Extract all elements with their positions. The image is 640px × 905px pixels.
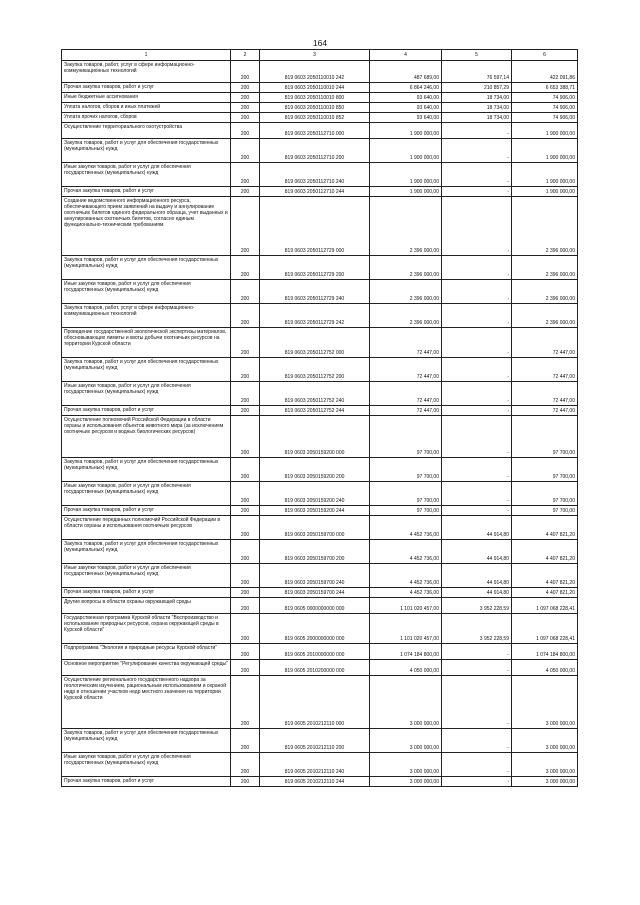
row-classification-code: 819 0603 2050112710 200 xyxy=(260,139,370,163)
row-name: Иные закупки товаров, работ и услуг для обеспечения государственных (муниципальных) нужд xyxy=(62,482,231,506)
row-name: Осуществление регионального государственного надзора за геологическим изучением, рациональным использованием и охраной недр в отношении участков недр местного значения на территории Курской области xyxy=(62,676,231,729)
table-row xyxy=(62,358,578,382)
row-executed-amount: - xyxy=(442,482,512,506)
row-code: 200 xyxy=(231,83,260,93)
row-executed-amount: 44 914,80 xyxy=(442,516,512,540)
row-remaining-amount: 4 407 821,20 xyxy=(512,564,578,588)
row-code: 200 xyxy=(231,516,260,540)
row-classification-code: 819 0603 2050110010 850 xyxy=(260,103,370,113)
row-executed-amount: - xyxy=(442,644,512,660)
row-executed-amount: 210 857,29 xyxy=(442,83,512,93)
row-executed-amount: - xyxy=(442,458,512,482)
row-code: 200 xyxy=(231,113,260,123)
row-name: Закупка товаров, работ и услуг для обеспечения государственных (муниципальных) нужд xyxy=(62,540,231,564)
table-row xyxy=(62,506,578,516)
row-approved-amount: 4 452 736,00 xyxy=(370,588,442,598)
row-code: 200 xyxy=(231,598,260,614)
row-executed-amount: - xyxy=(442,304,512,328)
row-executed-amount: - xyxy=(442,123,512,139)
row-classification-code: 819 0603 2050110010 800 xyxy=(260,93,370,103)
row-code: 200 xyxy=(231,729,260,753)
row-approved-amount: 1 900 000,00 xyxy=(370,139,442,163)
row-classification-code: 819 0603 2050112710 244 xyxy=(260,187,370,197)
row-name: Прочая закупка товаров, работ и услуг xyxy=(62,83,231,93)
row-classification-code: 819 0603 2050110010 244 xyxy=(260,83,370,93)
row-remaining-amount: 1 900 000,00 xyxy=(512,163,578,187)
row-classification-code: 819 0603 2050112710 240 xyxy=(260,163,370,187)
row-remaining-amount: 72 447,00 xyxy=(512,406,578,416)
row-classification-code: 819 0603 2050112729 240 xyxy=(260,280,370,304)
row-classification-code: 819 0603 2050112729 242 xyxy=(260,304,370,328)
row-remaining-amount: 2 396 000,00 xyxy=(512,256,578,280)
row-remaining-amount: 1 900 000,00 xyxy=(512,123,578,139)
row-name: Закупка товаров, работ и услуг для обеспечения государственных (муниципальных) нужд xyxy=(62,358,231,382)
table-row xyxy=(62,564,578,588)
row-approved-amount: 2 396 000,00 xyxy=(370,304,442,328)
table-row xyxy=(62,598,578,614)
row-name: Прочая закупка товаров, работ и услуг xyxy=(62,406,231,416)
row-remaining-amount: 3 000 000,00 xyxy=(512,729,578,753)
row-code: 200 xyxy=(231,644,260,660)
row-code: 200 xyxy=(231,280,260,304)
row-name: Закупка товаров, работ, услуг в сфере информационно-коммуникационных технологий xyxy=(62,61,231,83)
row-name: Прочая закупка товаров, работ и услуг xyxy=(62,187,231,197)
row-remaining-amount: 3 000 000,00 xyxy=(512,777,578,787)
table-row xyxy=(62,256,578,280)
table-row xyxy=(62,328,578,358)
table-row xyxy=(62,197,578,256)
row-classification-code: 819 0603 2050110010 242 xyxy=(260,61,370,83)
row-executed-amount: 18 734,00 xyxy=(442,103,512,113)
row-remaining-amount: 1 097 068 228,41 xyxy=(512,598,578,614)
row-name: Иные закупки товаров, работ и услуг для обеспечения государственных (муниципальных) нужд xyxy=(62,280,231,304)
row-code: 200 xyxy=(231,304,260,328)
row-remaining-amount: 4 407 821,20 xyxy=(512,540,578,564)
row-name: Осуществление территориального охотустройства xyxy=(62,123,231,139)
row-executed-amount: - xyxy=(442,660,512,676)
row-executed-amount: - xyxy=(442,139,512,163)
row-approved-amount: 72 447,00 xyxy=(370,358,442,382)
row-executed-amount: - xyxy=(442,676,512,729)
row-remaining-amount: 4 407 821,20 xyxy=(512,588,578,598)
row-code: 200 xyxy=(231,753,260,777)
row-code: 200 xyxy=(231,458,260,482)
row-name: Иные закупки товаров, работ и услуг для обеспечения государственных (муниципальных) нужд xyxy=(62,564,231,588)
row-approved-amount: 97 700,00 xyxy=(370,482,442,506)
row-code: 200 xyxy=(231,406,260,416)
row-approved-amount: 93 640,00 xyxy=(370,113,442,123)
row-classification-code: 819 0603 2050112710 000 xyxy=(260,123,370,139)
row-approved-amount: 93 640,00 xyxy=(370,103,442,113)
row-remaining-amount: 72 447,00 xyxy=(512,358,578,382)
column-header: 2 xyxy=(231,50,260,61)
row-executed-amount: 44 914,80 xyxy=(442,588,512,598)
row-name: Прочая закупка товаров, работ и услуг xyxy=(62,777,231,787)
table-row xyxy=(62,588,578,598)
row-approved-amount: 97 700,00 xyxy=(370,506,442,516)
row-code: 200 xyxy=(231,197,260,256)
row-name: Создание ведомственного информационного ресурса, обеспечивающего прием заявлений на выдачу и аннулирование охотничьих билетов единого федерального образца, учет выданных и аннулированных охотничьих билетов, согласно единым функционально-техническим требованиям xyxy=(62,197,231,256)
row-name: Другие вопросы в области охраны окружающей среды xyxy=(62,598,231,614)
row-approved-amount: 4 452 736,00 xyxy=(370,516,442,540)
row-classification-code: 819 0605 2010212110 200 xyxy=(260,729,370,753)
row-executed-amount: - xyxy=(442,406,512,416)
row-code: 200 xyxy=(231,382,260,406)
row-approved-amount: 1 900 000,00 xyxy=(370,123,442,139)
row-remaining-amount: 3 000 000,00 xyxy=(512,676,578,729)
row-code: 200 xyxy=(231,187,260,197)
row-approved-amount: 2 396 000,00 xyxy=(370,197,442,256)
row-name: Прочая закупка товаров, работ и услуг xyxy=(62,506,231,516)
table-row xyxy=(62,139,578,163)
row-remaining-amount: 4 407 821,20 xyxy=(512,516,578,540)
row-remaining-amount: 1 900 000,00 xyxy=(512,139,578,163)
row-name: Осуществление полномочий Российской Федерации в области охраны и использования объектов животного мира (за исключением охотничьих ресурсов и водных биологических ресурсов) xyxy=(62,416,231,458)
column-header: 6 xyxy=(512,50,578,61)
row-approved-amount: 4 452 736,00 xyxy=(370,540,442,564)
row-executed-amount: - xyxy=(442,416,512,458)
row-approved-amount: 1 900 000,00 xyxy=(370,187,442,197)
row-executed-amount: - xyxy=(442,382,512,406)
row-remaining-amount: 1 900 000,00 xyxy=(512,187,578,197)
table-row xyxy=(62,163,578,187)
table-row xyxy=(62,83,578,93)
row-code: 200 xyxy=(231,93,260,103)
column-header: 1 xyxy=(62,50,231,61)
table-row xyxy=(62,113,578,123)
row-classification-code: 819 0605 2010000000 000 xyxy=(260,644,370,660)
row-executed-amount: 18 734,00 xyxy=(442,93,512,103)
row-approved-amount: 3 000 000,00 xyxy=(370,777,442,787)
row-approved-amount: 72 447,00 xyxy=(370,328,442,358)
row-approved-amount: 2 396 000,00 xyxy=(370,280,442,304)
row-executed-amount: - xyxy=(442,753,512,777)
row-remaining-amount: 2 396 000,00 xyxy=(512,304,578,328)
row-code: 200 xyxy=(231,506,260,516)
table-row xyxy=(62,382,578,406)
row-code: 200 xyxy=(231,588,260,598)
row-name: Государственная программа Курской области "Воспроизводство и использование природных ресурсов, охрана окружающей среды в Курской области" xyxy=(62,614,231,644)
table-row xyxy=(62,614,578,644)
row-code: 200 xyxy=(231,482,260,506)
row-classification-code: 819 0605 2010212110 000 xyxy=(260,676,370,729)
row-approved-amount: 6 864 246,00 xyxy=(370,83,442,93)
row-code: 200 xyxy=(231,256,260,280)
table-row xyxy=(62,753,578,777)
row-remaining-amount: 6 653 388,71 xyxy=(512,83,578,93)
row-executed-amount: 44 914,80 xyxy=(442,564,512,588)
row-classification-code: 819 0603 2050159200 240 xyxy=(260,482,370,506)
row-approved-amount: 1 900 000,00 xyxy=(370,163,442,187)
row-classification-code: 819 0603 2050159700 240 xyxy=(260,564,370,588)
column-header: 5 xyxy=(442,50,512,61)
row-classification-code: 819 0603 2050112729 200 xyxy=(260,256,370,280)
column-header: 4 xyxy=(370,50,442,61)
row-name: Проведение государственной экологической экспертизы материалов, обосновывающих лимиты и квоты добычи охотничьих ресурсов на территории Курской области xyxy=(62,328,231,358)
row-remaining-amount: 2 396 000,00 xyxy=(512,197,578,256)
row-executed-amount: - xyxy=(442,256,512,280)
row-approved-amount: 3 000 000,00 xyxy=(370,676,442,729)
row-remaining-amount: 74 906,00 xyxy=(512,93,578,103)
page-number: 164 xyxy=(312,38,328,48)
row-classification-code: 819 0603 2050112752 000 xyxy=(260,328,370,358)
table-row xyxy=(62,406,578,416)
row-code: 200 xyxy=(231,358,260,382)
row-executed-amount: - xyxy=(442,187,512,197)
row-approved-amount: 1 101 020 457,00 xyxy=(370,598,442,614)
row-executed-amount: - xyxy=(442,506,512,516)
table-row xyxy=(62,416,578,458)
row-classification-code: 819 0603 2050110010 852 xyxy=(260,113,370,123)
row-code: 200 xyxy=(231,103,260,113)
row-classification-code: 819 0603 2050159200 244 xyxy=(260,506,370,516)
row-code: 200 xyxy=(231,123,260,139)
table-header-row xyxy=(62,50,578,61)
row-name: Закупка товаров, работ и услуг для обеспечения государственных (муниципальных) нужд xyxy=(62,256,231,280)
row-classification-code: 819 0605 2010212110 244 xyxy=(260,777,370,787)
row-code: 200 xyxy=(231,676,260,729)
row-name: Иные бюджетные ассигнования xyxy=(62,93,231,103)
row-approved-amount: 97 700,00 xyxy=(370,416,442,458)
row-remaining-amount: 74 906,00 xyxy=(512,103,578,113)
row-approved-amount: 97 700,00 xyxy=(370,458,442,482)
row-remaining-amount: 72 447,00 xyxy=(512,328,578,358)
row-code: 200 xyxy=(231,614,260,644)
row-executed-amount: - xyxy=(442,777,512,787)
row-remaining-amount: 72 447,00 xyxy=(512,382,578,406)
row-code: 200 xyxy=(231,416,260,458)
row-name: Осуществление переданных полномочий Российской Федерации в области охраны и использования охотничьих ресурсов xyxy=(62,516,231,540)
row-classification-code: 819 0605 2010200000 000 xyxy=(260,660,370,676)
row-executed-amount: 3 952 228,59 xyxy=(442,598,512,614)
row-remaining-amount: 1 074 184 800,00 xyxy=(512,644,578,660)
row-code: 200 xyxy=(231,163,260,187)
row-remaining-amount: 4 050 000,00 xyxy=(512,660,578,676)
row-remaining-amount: 97 700,00 xyxy=(512,458,578,482)
table-row xyxy=(62,61,578,83)
row-classification-code: 819 0603 2050159200 200 xyxy=(260,458,370,482)
table-row xyxy=(62,93,578,103)
table-row xyxy=(62,482,578,506)
row-name: Закупка товаров, работ и услуг для обеспечения государственных (муниципальных) нужд xyxy=(62,458,231,482)
row-classification-code: 819 0603 2050112752 244 xyxy=(260,406,370,416)
row-name: Основное мероприятие "Регулирование качества окружающей среды" xyxy=(62,660,231,676)
table-row xyxy=(62,280,578,304)
table-row xyxy=(62,516,578,540)
row-executed-amount: - xyxy=(442,729,512,753)
row-name: Закупка товаров, работ, услуг в сфере информационно-коммуникационных технологий xyxy=(62,304,231,328)
row-classification-code: 819 0605 0000000000 000 xyxy=(260,598,370,614)
table-row xyxy=(62,103,578,113)
row-remaining-amount: 1 097 068 228,41 xyxy=(512,614,578,644)
row-approved-amount: 93 640,00 xyxy=(370,93,442,103)
row-executed-amount: - xyxy=(442,280,512,304)
row-approved-amount: 1 101 020 457,00 xyxy=(370,614,442,644)
row-approved-amount: 3 000 000,00 xyxy=(370,729,442,753)
row-executed-amount: - xyxy=(442,358,512,382)
row-remaining-amount: 422 091,86 xyxy=(512,61,578,83)
row-code: 200 xyxy=(231,777,260,787)
row-remaining-amount: 97 700,00 xyxy=(512,482,578,506)
row-code: 200 xyxy=(231,328,260,358)
row-name: Иные закупки товаров, работ и услуг для обеспечения государственных (муниципальных) нужд xyxy=(62,163,231,187)
row-remaining-amount: 97 700,00 xyxy=(512,506,578,516)
row-executed-amount: 18 734,00 xyxy=(442,113,512,123)
row-classification-code: 819 0605 2010212110 240 xyxy=(260,753,370,777)
table-row xyxy=(62,187,578,197)
table-row xyxy=(62,777,578,787)
row-remaining-amount: 3 000 000,00 xyxy=(512,753,578,777)
row-name: Уплата прочих налогов, сборов xyxy=(62,113,231,123)
table-row xyxy=(62,729,578,753)
row-classification-code: 819 0603 2050159700 000 xyxy=(260,516,370,540)
row-classification-code: 819 0603 2050112752 240 xyxy=(260,382,370,406)
row-name: Уплата налогов, сборов и иных платежей xyxy=(62,103,231,113)
row-code: 200 xyxy=(231,564,260,588)
row-approved-amount: 4 452 736,00 xyxy=(370,564,442,588)
row-code: 200 xyxy=(231,139,260,163)
table-row xyxy=(62,123,578,139)
row-code: 200 xyxy=(231,61,260,83)
column-header: 3 xyxy=(260,50,370,61)
row-classification-code: 819 0603 2050112729 000 xyxy=(260,197,370,256)
row-approved-amount: 2 396 000,00 xyxy=(370,256,442,280)
row-approved-amount: 4 050 000,00 xyxy=(370,660,442,676)
row-classification-code: 819 0603 2050112752 200 xyxy=(260,358,370,382)
table-row xyxy=(62,676,578,729)
row-name: Закупка товаров, работ и услуг для обеспечения государственных (муниципальных) нужд xyxy=(62,729,231,753)
row-name: Иные закупки товаров, работ и услуг для обеспечения государственных (муниципальных) нужд xyxy=(62,382,231,406)
row-code: 200 xyxy=(231,660,260,676)
table-row xyxy=(62,458,578,482)
row-classification-code: 819 0605 2000000000 000 xyxy=(260,614,370,644)
row-remaining-amount: 74 906,00 xyxy=(512,113,578,123)
row-remaining-amount: 97 700,00 xyxy=(512,416,578,458)
row-classification-code: 819 0603 2050159700 244 xyxy=(260,588,370,598)
row-approved-amount: 487 689,00 xyxy=(370,61,442,83)
row-approved-amount: 72 447,00 xyxy=(370,406,442,416)
row-name: Подпрограмма "Экология и природные ресурсы Курской области" xyxy=(62,644,231,660)
budget-table xyxy=(61,49,578,787)
table-row xyxy=(62,660,578,676)
row-executed-amount: 3 952 228,59 xyxy=(442,614,512,644)
row-executed-amount: - xyxy=(442,328,512,358)
row-approved-amount: 1 074 184 800,00 xyxy=(370,644,442,660)
row-remaining-amount: 2 396 000,00 xyxy=(512,280,578,304)
row-executed-amount: - xyxy=(442,197,512,256)
row-name: Иные закупки товаров, работ и услуг для обеспечения государственных (муниципальных) нужд xyxy=(62,753,231,777)
row-name: Закупка товаров, работ и услуг для обеспечения государственных (муниципальных) нужд xyxy=(62,139,231,163)
row-classification-code: 819 0603 2050159700 200 xyxy=(260,540,370,564)
row-executed-amount: 76 597,14 xyxy=(442,61,512,83)
row-approved-amount: 72 447,00 xyxy=(370,382,442,406)
row-name: Прочая закупка товаров, работ и услуг xyxy=(62,588,231,598)
table-row xyxy=(62,540,578,564)
row-executed-amount: - xyxy=(442,163,512,187)
row-classification-code: 819 0603 2050159200 000 xyxy=(260,416,370,458)
row-approved-amount: 3 000 000,00 xyxy=(370,753,442,777)
row-executed-amount: 44 914,80 xyxy=(442,540,512,564)
table-row xyxy=(62,644,578,660)
row-code: 200 xyxy=(231,540,260,564)
table-row xyxy=(62,304,578,328)
